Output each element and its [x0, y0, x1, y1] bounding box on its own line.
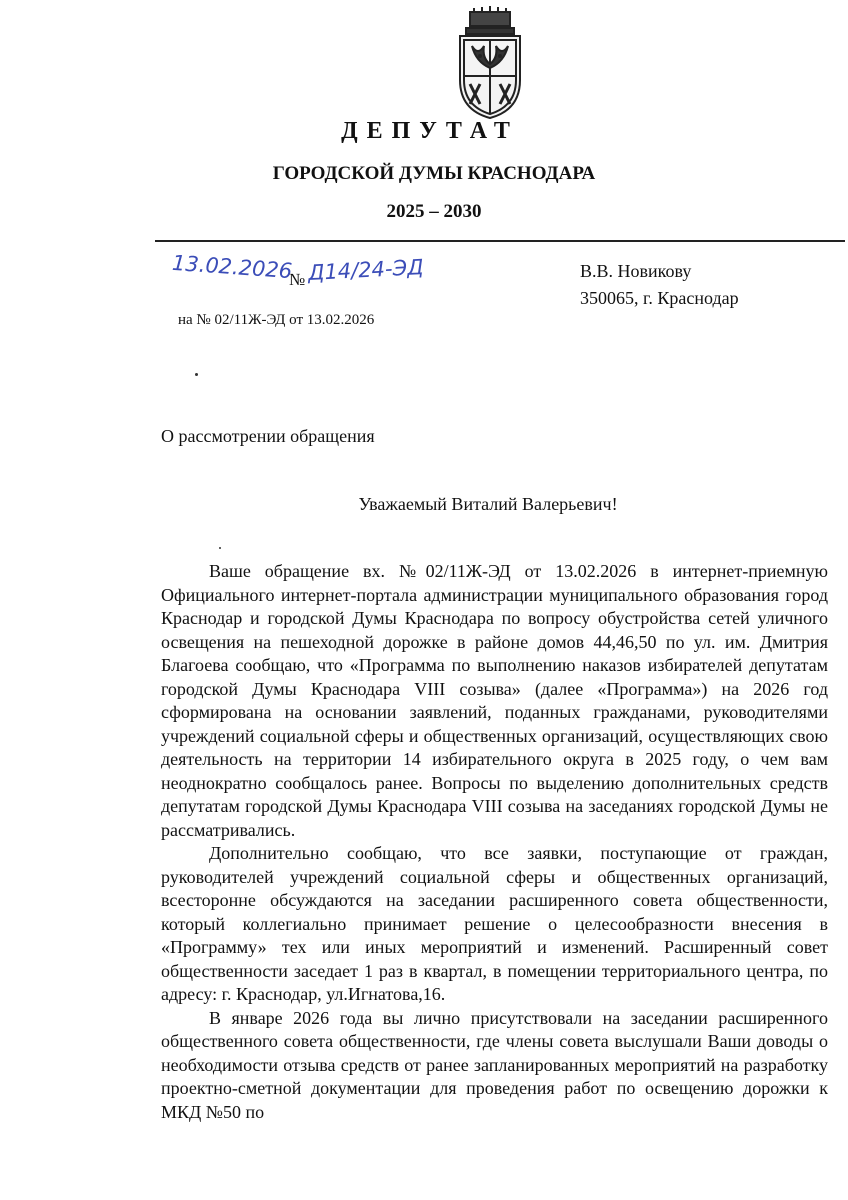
handwritten-number: Д14/24-ЭД [307, 254, 425, 286]
header-subtitle: ГОРОДСКОЙ ДУМЫ КРАСНОДАРА [272, 163, 596, 184]
recipient-name: В.В. Новикову [580, 261, 692, 281]
scan-speck [219, 547, 221, 549]
krasnodar-coat-of-arms-icon [452, 6, 528, 122]
header-divider [155, 240, 845, 242]
handwritten-date: 13.02.2026 [171, 250, 293, 284]
reference-line: на № 02/11Ж-ЭД от 13.02.2026 [178, 312, 375, 328]
recipient-block [580, 258, 739, 312]
header-years: 2025 – 2030 [386, 201, 482, 222]
letter-body [161, 560, 828, 1124]
number-sign: № [289, 270, 306, 289]
body-paragraph: В январе 2026 года вы лично присутствовали на заседании расширенного общественного совета общественности, где члены совета выслушали Ваши доводы о необходимости отзыва средств от ранее запланированных мероприятий на разработку проектно-сметной документации для проведения работ по освещению дорожки к МКД №50 по [161, 1007, 828, 1122]
header-title: ДЕПУТАТ [341, 118, 519, 144]
scan-speck [195, 373, 198, 376]
subject-line: О рассмотрении обращения [161, 426, 375, 446]
recipient-address: 350065, г. Краснодар [580, 288, 739, 308]
body-paragraph: Дополнительно сообщаю, что все заявки, поступающие от граждан, руководителей учреждений социальной сферы и общественных организаций, всесторонне обсуждаются на заседании расширенного совета общественности, который коллегиально принимает решение о целесообразности внесения в «Программу» тех или иных мероприятий и изменений. Расширенный совет общественности заседает 1 раз в квартал, в помещении территориального центра, по адресу: г. Краснодар, ул.Игнатова,16. [161, 843, 828, 1004]
body-paragraph: Ваше обращение вх. №02/11Ж-ЭД от 13.02.2026 в интернет-приемную Официального интернет-портала администрации муниципального образования город Краснодар и городской Думы Краснодара по вопросу обустройства сетей уличного освещения на пешеходной дорожке в районе домов 44,46,50 по ул. им. Дмитрия Благоева сообщаю, что «Программа по выполнению наказов избирателей депутатам городской Думы Краснодара VIII созыва» (далее «Программа») на 2026 год сформирована на основании заявлений, поданных гражданами, руководителями учреждений социальной сферы и общественных организаций, осуществляющих свою деятельность на территории 14 избирательного округа в 2025 году, о чем вам неоднократно сообщалось ранее. Вопросы по выделению дополнительных средств депутатам городской Думы Краснодара VIII созыва на заседаниях городской Думы не рассматривались. [161, 561, 828, 840]
greeting: Уважаемый Виталий Валерьевич! [358, 494, 618, 514]
